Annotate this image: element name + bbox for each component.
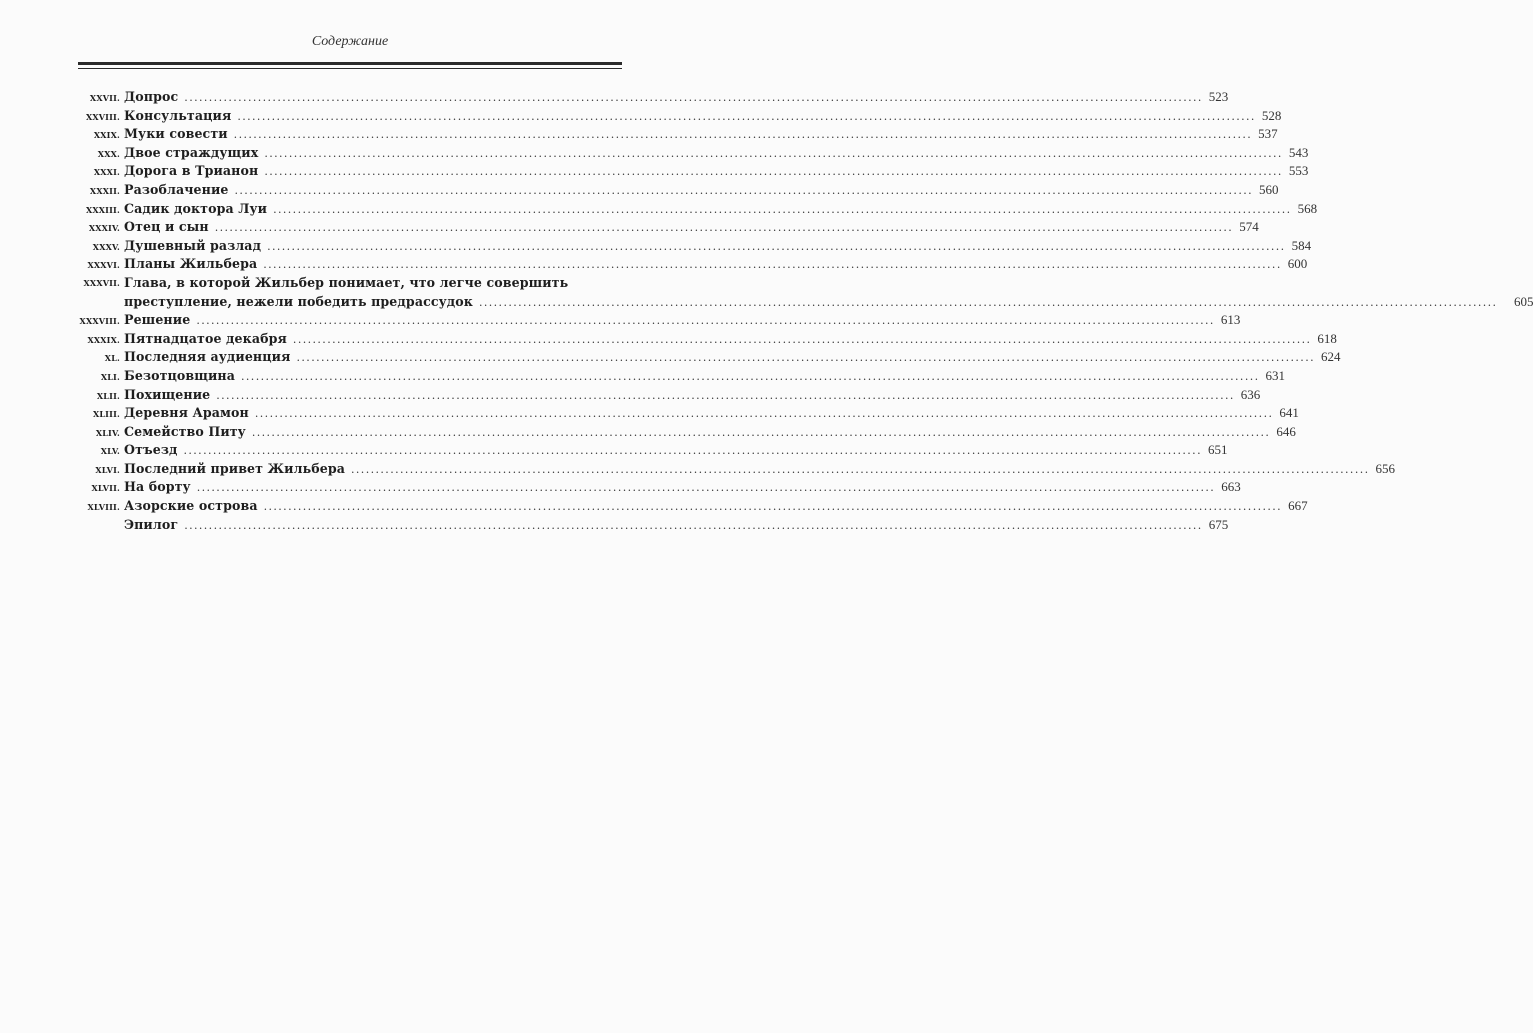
toc-entry [78, 88, 1229, 107]
leader-dots [293, 331, 1312, 350]
page-number: 667 [1288, 498, 1308, 514]
toc-entry [78, 441, 1228, 460]
leader-dots [184, 89, 1203, 108]
chapter-title: Эпилог [124, 516, 179, 532]
toc-entry [78, 516, 1229, 535]
chapter-number: XXXVIII. [79, 316, 120, 327]
toc-entry [78, 144, 1309, 163]
page-number: 605 [1513, 293, 1533, 309]
leader-dots [235, 182, 1254, 201]
page-number: 553 [1288, 163, 1309, 179]
chapter-number: XLVIII. [87, 502, 120, 513]
page-number: 613 [1220, 312, 1241, 328]
chapter-number: XL. [104, 353, 120, 364]
page-number: 543 [1288, 144, 1309, 160]
page-number: 574 [1239, 219, 1259, 235]
chapter-title: Последняя аудиенция [124, 349, 291, 365]
toc-entry [78, 255, 1308, 274]
leader-dots [216, 387, 1235, 406]
chapter-title: Отъезд [124, 442, 178, 458]
leader-dots [241, 368, 1260, 387]
toc-entry [78, 218, 1259, 237]
chapter-title: Садик доктора Луи [124, 200, 268, 216]
toc-entry [78, 423, 1296, 442]
chapter-title: Допрос [124, 89, 179, 104]
leader-dots [184, 517, 1203, 536]
chapter-number: XLIV. [95, 427, 120, 438]
leader-dots [183, 442, 1202, 461]
toc-entry [78, 107, 1282, 126]
chapter-title: Решение [124, 312, 191, 328]
toc-entry [78, 237, 1312, 256]
page-number: 641 [1279, 405, 1299, 421]
page-number: 584 [1291, 237, 1312, 253]
leader-dots [479, 294, 1498, 313]
toc-entry [78, 386, 1261, 405]
page-number: 528 [1261, 107, 1282, 123]
toc-entry [78, 274, 1533, 311]
toc-entry [78, 478, 1241, 497]
leader-dots [264, 145, 1283, 164]
chapter-number: XLV. [100, 446, 120, 457]
chapter-number: XXVII. [89, 93, 120, 103]
toc-entry [78, 162, 1309, 181]
page-number: 656 [1375, 460, 1396, 476]
chapter-number: XLVII. [91, 483, 120, 494]
page-number: 523 [1208, 89, 1229, 104]
toc-entry [78, 404, 1299, 423]
chapter-title: Душевный разлад [124, 237, 262, 253]
chapter-title: На борту [124, 479, 191, 495]
chapter-title: Деревня Арамон [124, 405, 249, 421]
chapter-title: Разоблачение [124, 181, 229, 197]
chapter-number: XXXVI. [87, 260, 120, 271]
chapter-number: XXXI. [93, 167, 120, 178]
page-number: 618 [1317, 330, 1337, 346]
toc-entry [78, 311, 1241, 330]
leader-dots [351, 461, 1370, 480]
page-number: 537 [1258, 126, 1278, 142]
toc-entry [78, 200, 1318, 219]
chapter-number: XLVI. [95, 464, 120, 475]
page-number: 651 [1207, 442, 1228, 458]
chapter-title: Отец и сын [124, 219, 209, 235]
toc-entry [78, 330, 1337, 349]
toc-entry [78, 125, 1278, 144]
chapter-title-line-2: преступление, нежели победить предрассудок [124, 293, 473, 309]
page-number: 631 [1265, 367, 1286, 383]
running-header: Содержание [311, 34, 389, 49]
chapter-number: XXXV. [92, 241, 120, 252]
toc-entry [78, 181, 1279, 200]
page-number: 624 [1321, 349, 1341, 365]
leader-dots [197, 479, 1216, 498]
chapter-number: XXX. [97, 148, 120, 159]
leader-dots [215, 219, 1234, 238]
chapter-title: Двое страждущих [124, 144, 259, 160]
chapter-title: Планы Жильбера [124, 256, 258, 272]
page-number: 663 [1221, 479, 1241, 495]
chapter-title: Муки совести [124, 126, 228, 142]
chapter-number: XXVIII. [85, 111, 120, 122]
leader-dots [267, 238, 1286, 257]
chapter-number: XLI. [100, 371, 120, 382]
header-rule-thick [78, 62, 622, 65]
page-number: 636 [1240, 386, 1261, 402]
chapter-number: XXXVII. [83, 277, 120, 288]
chapter-number: XXXII. [89, 185, 120, 196]
leader-dots [237, 108, 1256, 127]
chapter-title: Консультация [124, 107, 232, 123]
leader-dots [273, 201, 1292, 220]
chapter-title: Семейство Питу [124, 423, 246, 439]
toc-entry [78, 497, 1308, 516]
leader-dots [196, 312, 1215, 331]
leader-dots [255, 405, 1274, 424]
leader-dots [297, 349, 1316, 368]
chapter-title: Пятнадцатое декабря [124, 330, 287, 346]
chapter-number: XXXIV. [88, 223, 120, 234]
toc-entry [78, 367, 1286, 386]
chapter-title: Безотцовщина [124, 367, 236, 383]
leader-dots [234, 126, 1253, 145]
toc-entry [78, 460, 1396, 479]
chapter-title: Последний привет Жильбера [124, 460, 346, 476]
chapter-number: XLIII. [92, 409, 120, 420]
page-number: 600 [1287, 256, 1308, 272]
leader-dots [263, 256, 1282, 275]
table-of-contents [78, 88, 1533, 534]
page-number: 568 [1297, 200, 1318, 216]
page-number: 675 [1208, 516, 1229, 532]
chapter-title: Похищение [124, 386, 211, 402]
chapter-title: Дорога в Трианон [124, 163, 259, 179]
page-number: 560 [1259, 181, 1279, 197]
leader-dots [264, 498, 1283, 517]
page-number: 646 [1276, 423, 1296, 439]
chapter-number: XXXIX. [87, 334, 120, 345]
chapter-number: XXXIII. [85, 204, 120, 215]
chapter-number: XXIX. [93, 130, 120, 141]
header-rule-thin [78, 68, 622, 69]
chapter-title-line-1: Глава, в которой Жильбер понимает, что легче совершить [124, 274, 569, 290]
toc-entry [78, 348, 1341, 367]
leader-dots [264, 163, 1283, 182]
chapter-title: Азорские острова [124, 498, 258, 514]
chapter-number: XLII. [96, 390, 120, 401]
leader-dots [252, 424, 1271, 443]
